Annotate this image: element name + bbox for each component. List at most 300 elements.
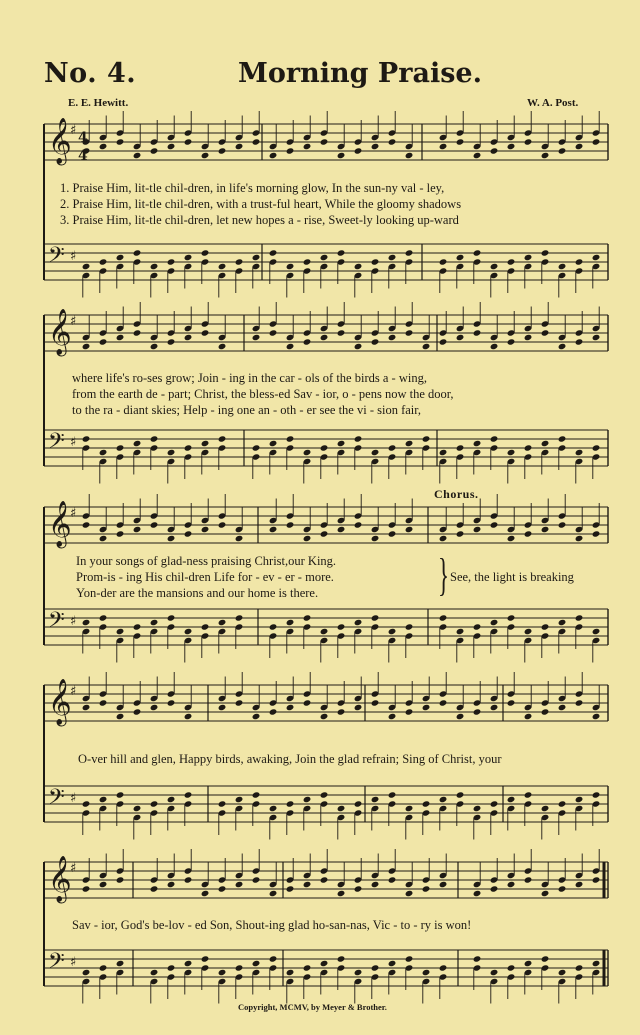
note-head [490,800,499,807]
note-head [133,623,142,630]
note-head [116,960,125,967]
lyric-line: to the ra - diant skies; Help - ing one an - oth - er see the vi - sion fair, [72,403,422,417]
note-head [507,338,516,345]
chorus-lyric: See, the light is breaking [450,570,574,584]
note-head [473,440,482,447]
note-head [218,619,227,626]
note-head [99,535,108,542]
note-head [388,254,397,261]
note-head [252,444,261,451]
note-head [422,435,431,442]
note-head [218,343,227,350]
note-head [269,152,278,159]
treble-clef: 𝄞 [48,501,72,547]
note-head [82,885,91,892]
note-head [541,890,550,897]
note-head [337,623,346,630]
note-head [167,614,176,621]
note-head [82,800,91,807]
note-head [252,960,261,967]
note-head [252,713,261,720]
note-head [575,338,584,345]
note-head [490,969,499,976]
note-head [82,263,91,270]
note-head [218,147,227,154]
note-head [252,138,261,145]
note-head [439,796,448,803]
key-signature: ♯ [70,614,77,629]
composer-credit: W. A. Post. [527,97,579,109]
note-head [456,334,465,341]
note-head [201,440,210,447]
note-head [575,964,584,971]
note-head [303,699,312,706]
note-head [337,890,346,897]
note-head [575,143,584,150]
note-head [439,258,448,265]
note-head [575,535,584,542]
note-head [303,449,312,456]
note-head [575,699,584,706]
note-head [490,435,499,442]
note-head [235,258,244,265]
note-head [99,449,108,456]
note-head [541,249,550,256]
note-head [337,955,346,962]
bass-clef: 𝄢 [48,429,65,459]
note-head [541,805,550,812]
note-head [473,890,482,897]
note-head [371,964,380,971]
note-head [99,258,108,265]
note-head [422,704,431,711]
note-head [116,876,125,883]
note-head [167,881,176,888]
note-head [354,343,363,350]
note-head [541,526,550,533]
note-head [456,138,465,145]
note-head [388,876,397,883]
note-head [524,334,533,341]
note-head [371,796,380,803]
note-head [337,249,346,256]
note-head [286,435,295,442]
note-head [592,444,601,451]
note-head [354,263,363,270]
note-head [354,704,363,711]
note-head [150,343,159,350]
note-head [558,521,567,528]
note-head [150,704,159,711]
note-head [354,885,363,892]
note-head [201,526,210,533]
note-head [337,805,346,812]
note-head [524,530,533,537]
note-head [184,960,193,967]
note-head [422,343,431,350]
note-head [235,614,244,621]
note-head [116,713,125,720]
note-head [82,343,91,350]
note-head [167,964,176,971]
note-head [235,881,244,888]
note-head [320,791,329,798]
note-head [507,449,516,456]
note-head [541,708,550,715]
note-head [150,263,159,270]
note-head [99,881,108,888]
note-head [82,969,91,976]
lyric-line: 2. Praise Him, lit-tle chil-dren, with a trust-ful heart, While the gloomy shadows [60,197,462,211]
note-head [371,535,380,542]
note-head [405,955,414,962]
note-head [490,885,499,892]
note-head [269,526,278,533]
key-signature: ♯ [70,506,77,521]
note-head [269,955,278,962]
chorus-label: Chorus. [434,487,479,501]
note-head [524,254,533,261]
note-head [405,623,414,630]
note-head [592,138,601,145]
note-head [388,334,397,341]
note-head [354,619,363,626]
note-head [133,152,142,159]
note-head [116,254,125,261]
bass-clef: 𝄢 [48,785,65,815]
note-head [184,254,193,261]
note-head [456,530,465,537]
note-head [269,805,278,812]
note-head [337,329,346,336]
key-signature: ♯ [70,861,77,876]
lyricist-credit: E. E. Hewitt. [68,97,129,109]
note-head [269,249,278,256]
lyric-line: where life's ro-ses grow; Join - ing in the car - ols of the birds a - wing, [72,371,427,385]
hymn-number: No. 4. [44,58,137,89]
note-head [150,435,159,442]
note-head [116,444,125,451]
note-head [286,800,295,807]
note-head [575,614,584,621]
note-head [150,147,159,154]
note-head [201,152,210,159]
note-head [507,614,516,621]
note-head [167,796,176,803]
note-head [201,623,210,630]
lyric-line: 3. Praise Him, lit-tle chil-dren, let new hopes a - rise, Sweet-ly looking up-ward [60,213,459,227]
note-head [167,143,176,150]
note-head [286,147,295,154]
key-signature: ♯ [70,684,77,699]
note-head [116,530,125,537]
verse-brace: } [438,549,450,600]
note-head [524,960,533,967]
note-head [99,338,108,345]
note-head [473,526,482,533]
note-head [201,249,210,256]
time-signature: 4 [78,148,88,164]
note-head [184,791,193,798]
note-head [371,449,380,456]
note-head [218,885,227,892]
note-head [592,334,601,341]
note-head [167,338,176,345]
note-head [133,708,142,715]
note-head [286,885,295,892]
note-head [473,249,482,256]
note-head [82,619,91,626]
note-head [575,258,584,265]
note-head [354,147,363,154]
note-head [507,964,516,971]
note-head [286,263,295,270]
note-head [133,249,142,256]
key-signature: ♯ [70,123,77,138]
note-head [422,885,431,892]
note-head [82,704,91,711]
note-head [439,881,448,888]
note-head [490,521,499,528]
note-head [116,138,125,145]
note-head [592,628,601,635]
note-head [422,969,431,976]
note-head [473,152,482,159]
note-head [150,619,159,626]
note-head [201,955,210,962]
bass-clef: 𝄢 [48,243,65,273]
note-head [439,338,448,345]
note-head [320,334,329,341]
lyric-line: Yon-der are the mansions and our home is there. [76,586,319,600]
note-head [150,969,159,976]
note-head [337,152,346,159]
note-head [150,885,159,892]
note-head [541,329,550,336]
note-head [388,444,397,451]
key-signature: ♯ [70,314,77,329]
lyric-line: from the earth de - part; Christ, the bless-ed Sav - ior, o - pens now the door, [72,387,454,401]
hymn-title: Morning Praise. [238,58,482,89]
note-head [592,876,601,883]
note-head [150,800,159,807]
note-head [99,796,108,803]
note-head [524,628,533,635]
note-head [337,526,346,533]
note-head [303,338,312,345]
note-head [490,704,499,711]
key-signature: ♯ [70,435,77,450]
note-head [388,530,397,537]
note-head [184,628,193,635]
note-head [473,805,482,812]
note-head [575,449,584,456]
note-head [150,521,159,528]
note-head [592,530,601,537]
note-head [456,254,465,261]
note-head [371,338,380,345]
note-head [592,713,601,720]
treble-clef: 𝄞 [48,856,72,902]
note-head [337,708,346,715]
note-head [286,619,295,626]
note-head [490,619,499,626]
note-head [303,964,312,971]
note-head [507,535,516,542]
note-head [371,614,380,621]
treble-clef: 𝄞 [48,118,72,164]
note-head [354,800,363,807]
note-head [524,713,533,720]
note-head [133,526,142,533]
note-head [320,444,329,451]
note-head [473,708,482,715]
note-head [235,143,244,150]
note-head [524,138,533,145]
note-head [405,440,414,447]
bass-clef: 𝄢 [48,949,65,979]
key-signature: ♯ [70,955,77,970]
note-head [371,258,380,265]
note-head [252,876,261,883]
note-head [269,890,278,897]
note-head [405,249,414,256]
note-head [388,791,397,798]
treble-clef: 𝄞 [48,309,72,355]
note-head [201,329,210,336]
note-head [320,254,329,261]
note-head [99,614,108,621]
key-signature: ♯ [70,791,77,806]
note-head [303,258,312,265]
key-signature: ♯ [70,249,77,264]
note-head [354,521,363,528]
note-head [269,623,278,630]
note-head [167,535,176,542]
note-head [541,955,550,962]
note-head [167,699,176,706]
note-head [184,713,193,720]
note-head [558,147,567,154]
note-head [218,800,227,807]
note-head [490,263,499,270]
note-head [252,791,261,798]
note-head [218,969,227,976]
note-head [558,343,567,350]
note-head [82,435,91,442]
note-head [507,881,516,888]
note-head [405,329,414,336]
lyric-line: 1. Praise Him, lit-tle chil-dren, in life's morning glow, In the sun-ny val - ley, [60,181,445,195]
note-head [320,960,329,967]
note-head [354,435,363,442]
note-head [303,143,312,150]
note-head [235,964,244,971]
note-head [439,143,448,150]
note-head [269,440,278,447]
note-head [405,805,414,812]
note-head [320,530,329,537]
note-head [116,334,125,341]
note-head [286,704,295,711]
lyric-line: Sav - ior, God's be-lov - ed Son, Shout-ing glad ho-san-nas, Vic - to - ry is won! [72,918,472,932]
bass-clef: 𝄢 [48,608,65,638]
note-head [439,964,448,971]
note-head [422,800,431,807]
note-head [218,263,227,270]
note-head [235,699,244,706]
note-head [388,713,397,720]
note-head [99,143,108,150]
note-head [541,440,550,447]
note-head [439,699,448,706]
note-head [405,526,414,533]
lyric-line: O-ver hill and glen, Happy birds, awaking, Join the glad refrain; Sing of Christ, your [78,752,502,766]
note-head [439,614,448,621]
note-head [218,521,227,528]
note-head [320,138,329,145]
note-head [405,152,414,159]
note-head [592,960,601,967]
note-head [524,791,533,798]
note-head [116,628,125,635]
note-head [558,885,567,892]
note-head [337,440,346,447]
lyric-line: Prom-is - ing His chil-dren Life for - ev - er - more. [76,570,334,584]
note-head [473,955,482,962]
note-head [558,704,567,711]
note-head [473,329,482,336]
note-head [184,530,193,537]
note-head [252,254,261,261]
note-head [524,444,533,451]
note-head [218,435,227,442]
note-head [388,138,397,145]
note-head [388,628,397,635]
note-head [405,708,414,715]
note-head [184,444,193,451]
note-head [507,143,516,150]
note-head [133,440,142,447]
copyright-notice: Copyright, MCMV, by Meyer & Brother. [238,1002,387,1012]
note-head [235,796,244,803]
note-head [558,969,567,976]
note-head [592,791,601,798]
note-head [456,444,465,451]
note-head [592,254,601,261]
note-head [558,263,567,270]
note-head [405,890,414,897]
note-head [184,334,193,341]
note-head [575,881,584,888]
note-head [473,623,482,630]
note-head [116,791,125,798]
note-head [541,152,550,159]
note-head [371,699,380,706]
note-head [320,713,329,720]
note-head [439,535,448,542]
note-head [286,521,295,528]
time-signature: 4 [78,130,88,146]
note-head [235,535,244,542]
note-head [184,138,193,145]
note-head [286,343,295,350]
treble-clef: 𝄞 [48,679,72,725]
note-head [286,969,295,976]
note-head [524,876,533,883]
note-head [507,699,516,706]
note-head [99,964,108,971]
